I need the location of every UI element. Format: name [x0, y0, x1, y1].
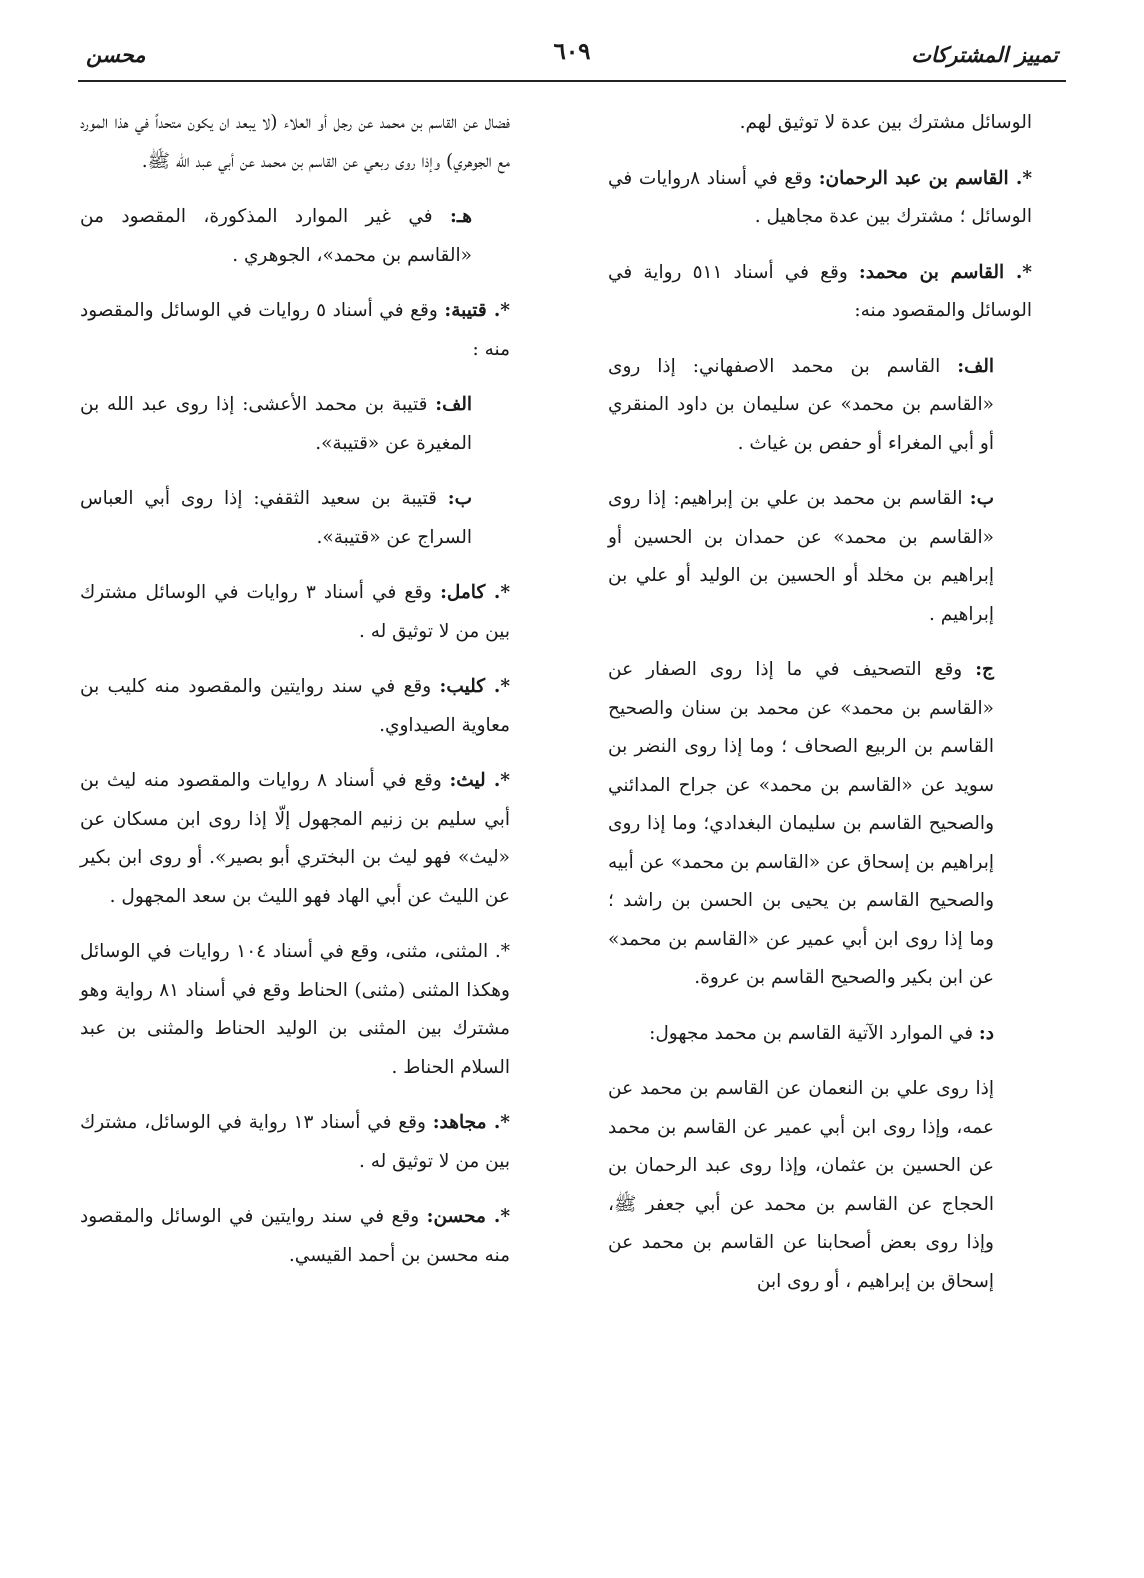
subentry-ba: ب: قتيبة بن سعيد الثقفي: إذا روى أبي العباس السراج عن «قتيبة».	[80, 488, 472, 548]
entry-qutayba: *. قتيبة: وقع في أسناد ٥ روايات في الوسائل والمقصود منه :	[80, 300, 510, 360]
entry-term: *. مجاهد:	[432, 1112, 510, 1133]
running-entry: محسن	[86, 42, 146, 67]
entry-mujahid: *. مجاهد: وقع في أسناد ١٣ رواية في الوسائل، مشترك بين من لا توثيق له .	[80, 1112, 510, 1172]
entry-term: *. القاسم بن عبد الرحمان:	[818, 167, 1033, 189]
entry-term: *. ليث:	[449, 770, 510, 791]
running-title: تمييز المشتركات	[911, 42, 1058, 67]
subentry-ha: هـ: في غير الموارد المذكورة، المقصود من «القاسم بن محمد»، الجوهري .	[80, 206, 472, 266]
entry-term: *. القاسم بن محمد:	[858, 261, 1032, 283]
entry-term: الف:	[957, 355, 994, 377]
right-column	[608, 104, 1032, 1318]
entry-term: ب:	[447, 488, 472, 509]
page-header	[78, 36, 1066, 80]
entry-term: الف:	[435, 394, 472, 415]
entry-term: هـ:	[449, 206, 472, 227]
entry-term: *. قتيبة:	[444, 300, 510, 321]
paragraph: فضال عن القاسم بن محمد عن رجل أو العلاء (لا يبعد ان يكون متحداً في هذا المورد مع الجوهري) وإذا روى ربعي عن القاسم بن محمد عن أبي عبد الله ﷺ.	[80, 112, 510, 172]
entry-term: *. محسن:	[426, 1206, 511, 1227]
page-number: ٦٠٩	[553, 38, 591, 65]
entry-kamil: *. كامل: وقع في أسناد ٣ روايات في الوسائل مشترك بين من لا توثيق له .	[80, 582, 511, 642]
entry-qasim-abd-alrahman: *. القاسم بن عبد الرحمان: وقع في أسناد ٨روايات في الوسائل ؛ مشترك بين عدة مجاهيل .	[608, 167, 1033, 227]
entry-term: *. كليب:	[439, 676, 510, 697]
entry-term: ب:	[969, 488, 994, 509]
paragraph: الوسائل مشترك بين عدة لا توثيق لهم.	[739, 112, 1032, 133]
subentry-jim: ج: وقع التصحيف في ما إذا روى الصفار عن «القاسم بن محمد» عن محمد بن سنان والصحيح القاسم بن الربيع الصحاف ؛ وما إذا روى النضر بن سويد عن «القاسم بن محمد» عن جراح المدائني والصحيح القاسم بن سليمان البغدادي؛ وما إذا روى إبراهيم بن إسحاق عن «القاسم بن محمد» عن أبيه والصحيح القاسم بن يحيى بن الحسن بن راشد ؛ وما إذا روى ابن أبي عمير عن «القاسم بن محمد» عن ابن بكير والصحيح القاسم بن عروة.	[608, 659, 994, 988]
entry-term: ج:	[975, 659, 994, 680]
left-column	[80, 104, 510, 1292]
entry-qasim-muhammad: *. القاسم بن محمد: وقع في أسناد ٥١١ رواية في الوسائل والمقصود منه:	[608, 261, 1032, 321]
entry-muhsin: *. محسن: وقع في سند روايتين في الوسائل والمقصود منه محسن بن أحمد القيسي.	[80, 1206, 511, 1266]
entry-term: *. كامل:	[440, 582, 511, 603]
paragraph: إذا روى علي بن النعمان عن القاسم بن محمد عن عمه، وإذا روى ابن أبي عمير عن القاسم بن محمد عن الحسين بن عثمان، وإذا روى عبد الرحمان بن الحجاج عن القاسم بن محمد عن أبي جعفر ﷺ، وإذا روى بعض أصحابنا عن القاسم بن محمد عن إسحاق بن إبراهيم ، أو روى ابن	[608, 1078, 994, 1292]
header-rule	[78, 80, 1066, 82]
subentry-ba: ب: القاسم بن محمد بن علي بن إبراهيم: إذا روى «القاسم بن محمد» عن حمدان بن الحسين أو إبراهيم بن مخلد أو الحسين بن الوليد أو علي بن إبراهيم .	[608, 488, 994, 625]
subentry-alif: الف: قتيبة بن محمد الأعشى: إذا روى عبد الله بن المغيرة عن «قتيبة».	[80, 394, 472, 454]
entry-muthanna: *. المثنى، مثنى، وقع في أسناد ١٠٤ روايات في الوسائل وهكذا المثنى (مثنى) الحناط وقع في أسناد ٨١ رواية وهو مشترك بين المثنى بن الوليد الحناط والمثنى بن عبد السلام الحناط .	[80, 941, 510, 1078]
entry-term: د:	[978, 1022, 994, 1044]
entry-kulayb: *. كليب: وقع في سند روايتين والمقصود منه كليب بن معاوية الصيداوي.	[80, 676, 510, 736]
entry-layth: *. ليث: وقع في أسناد ٨ روايات والمقصود منه ليث بن أبي سليم بن زنيم المجهول إلّا إذا روى ابن مسكان عن «ليث» فهو ليث بن البختري أبو بصير». أو روى ابن بكير عن الليث عن أبي الهاد فهو الليث بن سعد المجهول .	[80, 770, 510, 907]
subentry-alif: الف: القاسم بن محمد الاصفهاني: إذا روى «القاسم بن محمد» عن سليمان بن داود المنقري أو أبي المغراء أو حفص بن غياث .	[608, 355, 994, 454]
subentry-dal: د: في الموارد الآتية القاسم بن محمد مجهول:	[649, 1022, 994, 1044]
